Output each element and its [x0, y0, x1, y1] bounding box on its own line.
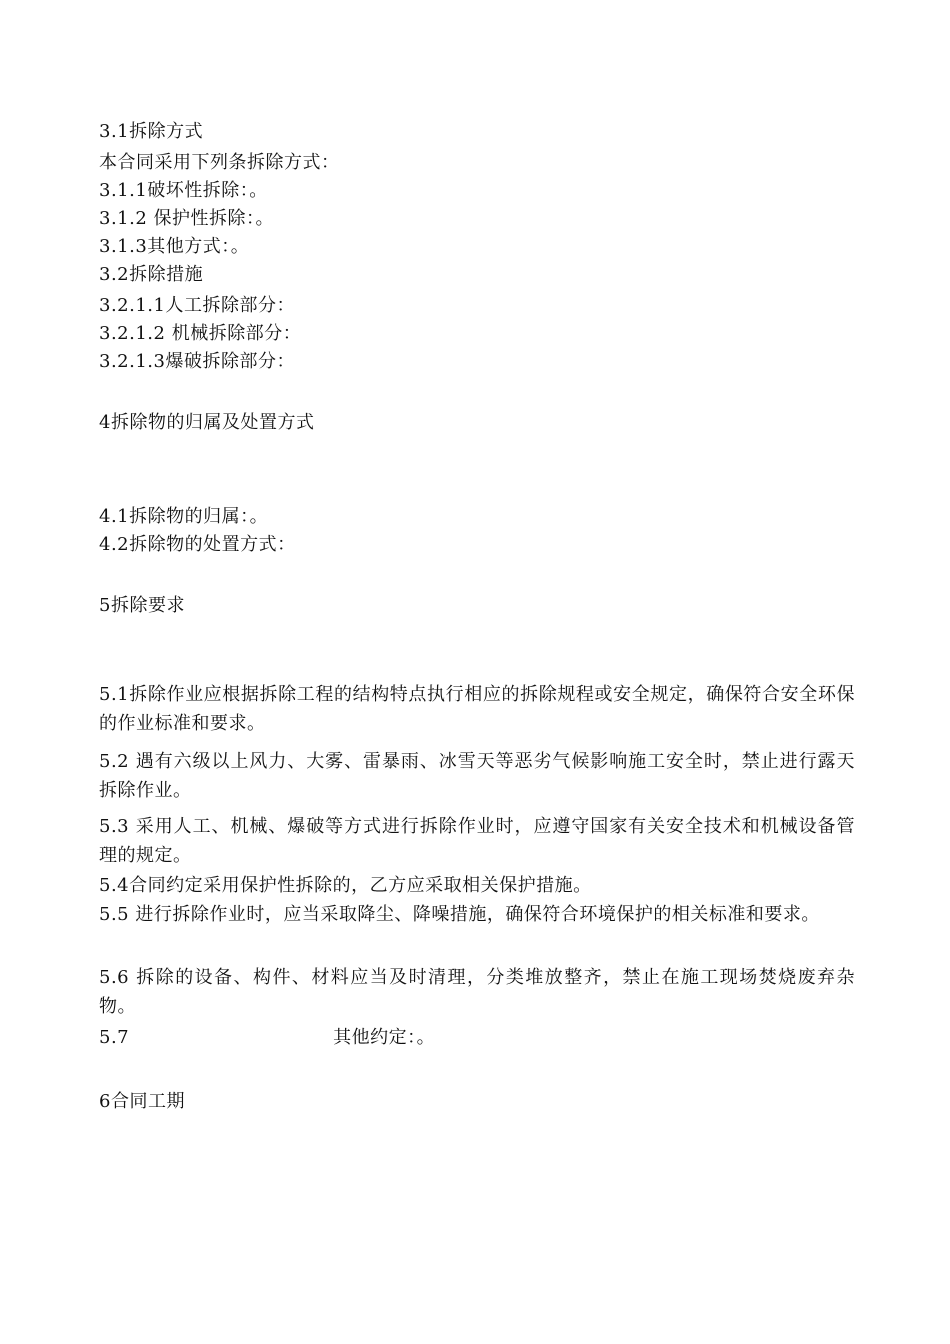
section-5-1: 5.1拆除作业应根据拆除工程的结构特点执行相应的拆除规程或安全规定，确保符合安全环保的作业标准和要求。 — [99, 684, 855, 734]
section-3-1-3: 3.1.3其他方式：。 — [99, 236, 250, 257]
section-3-2-1-2: 3.2.1.2 机械拆除部分： — [99, 323, 302, 344]
section-5-3: 5.3 采用人工、机械、爆破等方式进行拆除作业时，应遵守国家有关安全技术和机械设备管理的规定。 — [99, 816, 855, 866]
section-5-2: 5.2 遇有六级以上风力、大雾、雷暴雨、冰雪天等恶劣气候影响施工安全时，禁止进行露天拆除作业。 — [99, 751, 855, 801]
section-4-2: 4.2拆除物的处置方式： — [99, 534, 296, 555]
section-3-2-1-3: 3.2.1.3爆破拆除部分： — [99, 351, 295, 372]
section-5-7 — [99, 1025, 435, 1051]
section-5-title: 5拆除要求 — [99, 595, 185, 616]
section-3-2-title: 3.2拆除措施 — [99, 264, 204, 285]
section-3-1-title: 3.1拆除方式 — [99, 121, 204, 142]
section-3-2-1-1: 3.2.1.1人工拆除部分： — [99, 295, 295, 316]
section-3-1-intro: 本合同采用下列条拆除方式： — [99, 152, 340, 173]
section-5-6: 5.6 拆除的设备、构件、材料应当及时清理，分类堆放整齐，禁止在施工现场焚烧废弃杂物。 — [99, 967, 855, 1017]
section-6-title: 6合同工期 — [99, 1091, 185, 1112]
section-5-5: 5.5 进行拆除作业时，应当采取降尘、降噪措施，确保符合环境保护的相关标准和要求。 — [99, 904, 820, 925]
section-4-1: 4.1拆除物的归属：。 — [99, 506, 269, 527]
section-5-7-number: 5.7 — [99, 1027, 130, 1048]
section-5-7-text: 其他约定：。 — [333, 1027, 436, 1048]
section-3-1-1: 3.1.1破坏性拆除：。 — [99, 180, 268, 201]
section-3-1-2: 3.1.2 保护性拆除：。 — [99, 208, 275, 229]
section-5-4: 5.4合同约定采用保护性拆除的，乙方应采取相关保护措施。 — [99, 875, 592, 896]
section-4-title: 4拆除物的归属及处置方式 — [99, 412, 315, 433]
